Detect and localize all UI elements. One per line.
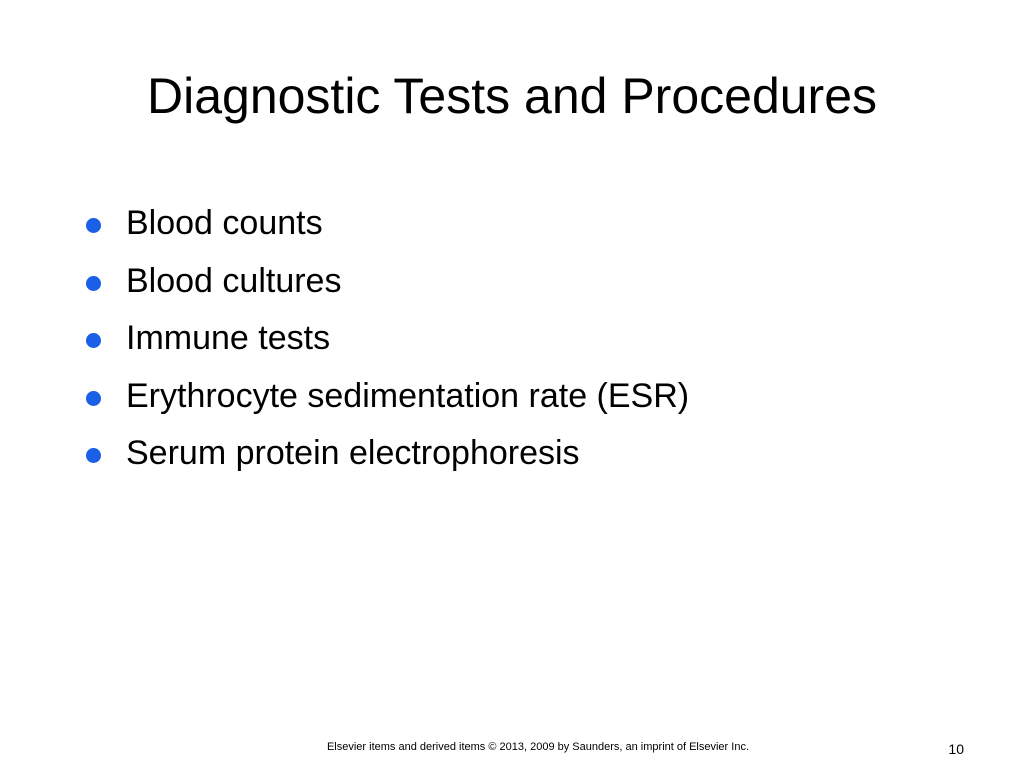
list-item — [86, 368, 689, 426]
list-item — [86, 310, 689, 368]
bullet-text: Serum protein electrophoresis — [126, 434, 580, 473]
bullet-dot-icon — [86, 391, 101, 406]
bullet-text: Immune tests — [126, 319, 331, 358]
list-item — [86, 253, 689, 311]
bullet-list — [86, 195, 689, 483]
bullet-text: Erythrocyte sedimentation rate (ESR) — [126, 376, 690, 415]
bullet-dot-icon — [86, 218, 101, 233]
footer-copyright: Elsevier items and derived items © 2013, 2009 by Saunders, an imprint of Elsevier Inc. — [326, 741, 750, 753]
slide-title: Diagnostic Tests and Procedures — [146, 68, 878, 124]
bullet-dot-icon — [86, 448, 101, 463]
page-number: 10 — [948, 741, 964, 757]
bullet-dot-icon — [86, 276, 101, 291]
bullet-dot-icon — [86, 333, 101, 348]
list-item — [86, 195, 689, 253]
list-item — [86, 425, 689, 483]
bullet-text: Blood counts — [126, 204, 323, 243]
bullet-text: Blood cultures — [126, 261, 342, 300]
